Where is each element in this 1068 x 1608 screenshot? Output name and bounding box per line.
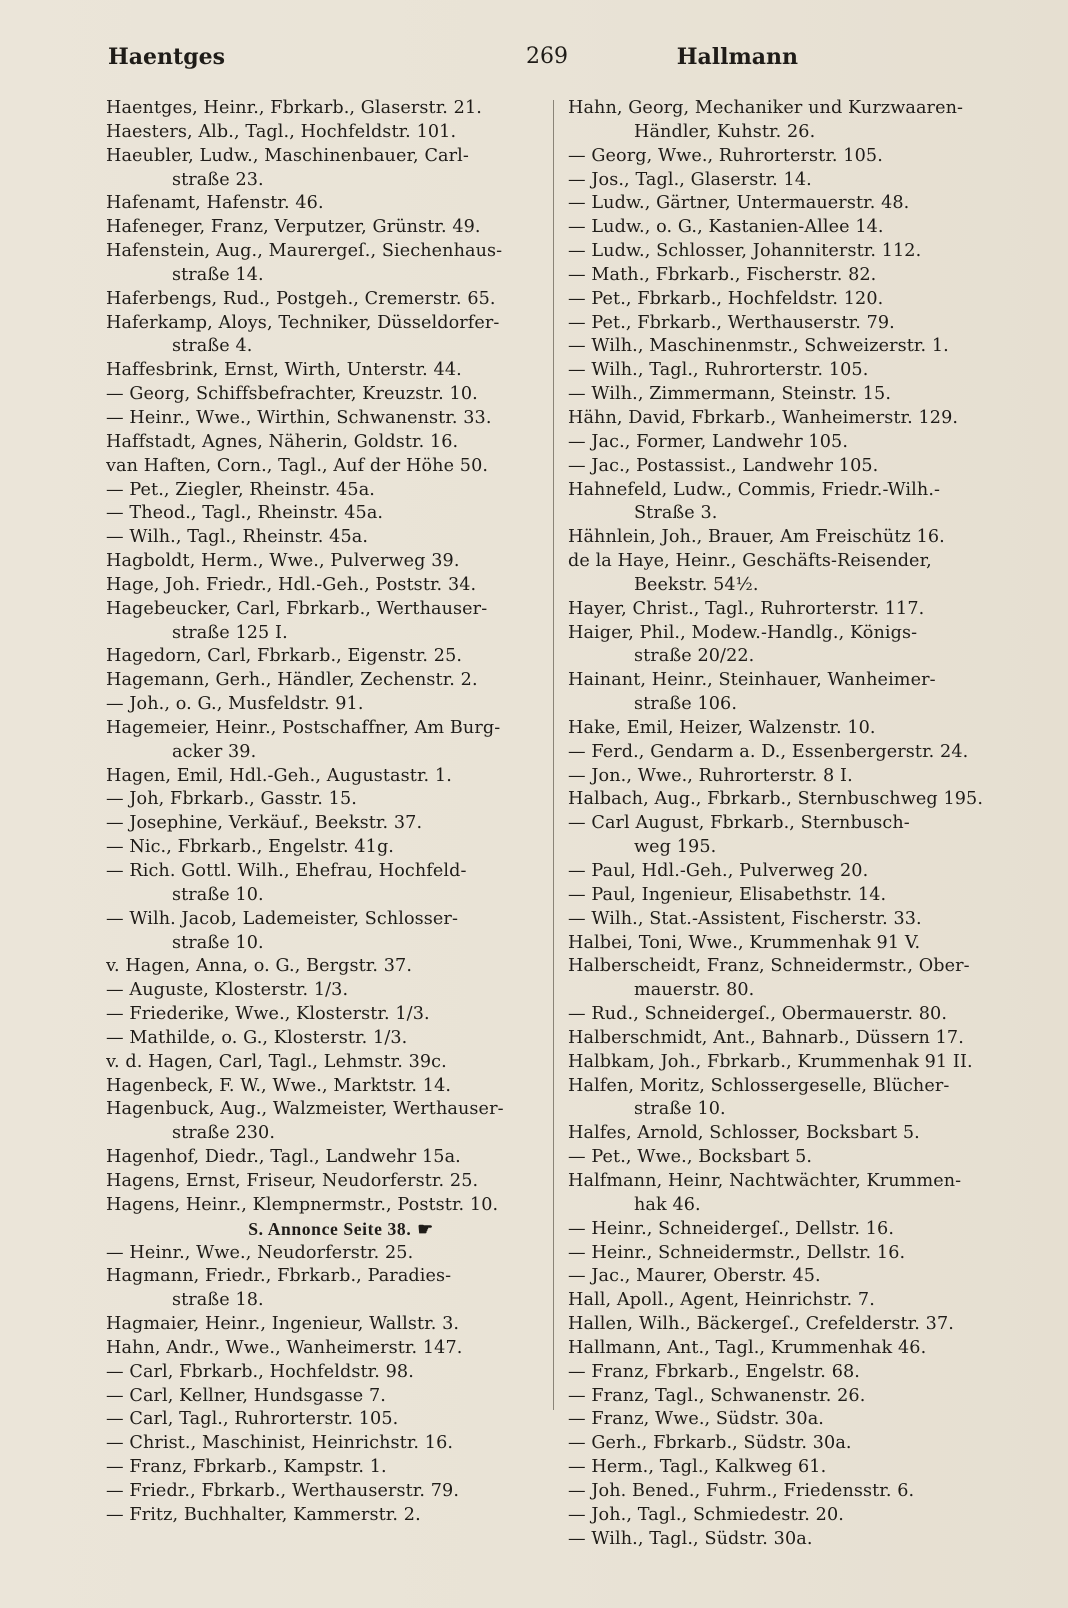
directory-entry-line [106, 192, 536, 216]
directory-entry-line [106, 407, 536, 431]
directory-entry-line [568, 1003, 1006, 1027]
directory-entry-line [568, 765, 1006, 789]
entry-text: Hagemeier, Heinr., Postschaffner, Am Burg- [106, 717, 501, 738]
directory-entry-line [106, 1194, 536, 1218]
entry-text: — Paul, Hdl.-Geh., Pulverweg 20. [568, 861, 869, 881]
page-number: 269 [526, 44, 568, 69]
entry-text: Haferbengs, Rud., Postgeh., Cremerstr. 65. [106, 288, 496, 309]
entry-text: — Christ., Maschinist, Heinrichstr. 16. [106, 1433, 454, 1454]
entry-text: — Carl, Fbrkarb., Hochfeldstr. 98. [106, 1361, 414, 1382]
entry-text: Haentges, Heinr., Fbrkarb., Glaserstr. 21. [106, 98, 482, 118]
entry-text: weg 195. [634, 837, 717, 858]
directory-entry-line [568, 598, 1006, 622]
directory-entry-line [106, 502, 536, 526]
entry-text: Haiger, Phil., Modew.-Handlg., Königs- [568, 622, 918, 643]
entry-text: Hainant, Heinr., Steinhauer, Wanheimer- [568, 670, 936, 691]
entry-text: Halbei, Toni, Wwe., Krummenhak 91 V. [568, 932, 921, 953]
directory-entry-line [106, 765, 536, 789]
entry-text: Hake, Emil, Heizer, Walzenstr. 10. [568, 717, 876, 738]
entry-text: Hafenamt, Hafenstr. 46. [106, 193, 324, 214]
directory-entry-line [568, 502, 1006, 526]
entry-text: Halfes, Arnold, Schlosser, Bocksbart 5. [568, 1123, 920, 1144]
entry-text: — Heinr., Schneidermstr., Dellstr. 16. [568, 1242, 906, 1263]
directory-entry-line [568, 1504, 1006, 1528]
directory-entry-line [106, 932, 536, 956]
entry-text: Hagen, Emil, Hdl.-Geh., Augustastr. 1. [106, 765, 452, 786]
entry-text: Haferkamp, Aloys, Techniker, Düsseldorfer- [106, 312, 500, 333]
directory-entry-line [106, 1122, 536, 1146]
entry-text: v. d. Hagen, Carl, Tagl., Lehmstr. 39c. [106, 1051, 447, 1072]
directory-entry-line [568, 1313, 1006, 1337]
directory-entry-line [106, 598, 536, 622]
directory-entry-line [568, 1361, 1006, 1385]
entry-text: acker 39. [172, 741, 257, 762]
directory-entry-line [106, 1098, 536, 1122]
directory-entry-line [568, 1337, 1006, 1361]
entry-text: — Auguste, Klosterstr. 1/3. [106, 980, 349, 1001]
directory-entry-line [106, 741, 536, 765]
entry-text: straße 10. [172, 932, 264, 953]
directory-entry-line [106, 1242, 536, 1266]
directory-entry-line [106, 908, 536, 932]
entry-text: S. Annonce Seite 38. [248, 1218, 412, 1239]
directory-entry-line [106, 1456, 536, 1480]
directory-entry-line [568, 1218, 1006, 1242]
entry-text: Hahn, Andr., Wwe., Wanheimerstr. 147. [106, 1337, 463, 1358]
entry-text: Haesters, Alb., Tagl., Hochfeldstr. 101. [106, 121, 457, 142]
entry-text: — Ludw., Gärtner, Untermauerstr. 48. [568, 193, 910, 214]
directory-entry-line [568, 383, 1006, 407]
entry-text: — Wilh. Jacob, Lademeister, Schlosser- [106, 908, 458, 929]
directory-entry-line [568, 407, 1006, 431]
entry-text: Hagemann, Gerh., Händler, Zechenstr. 2. [106, 670, 478, 691]
directory-entry-line [568, 288, 1006, 312]
entry-text: — Franz, Fbrkarb., Engelstr. 68. [568, 1361, 860, 1382]
entry-text: Hage, Joh. Friedr., Hdl.-Geh., Poststr. 34. [106, 574, 477, 595]
right-column [568, 97, 1006, 1551]
entry-text: — Pet., Fbrkarb., Hochfeldstr. 120. [568, 288, 884, 309]
directory-entry-line [568, 622, 1006, 646]
directory-entry-line [106, 359, 536, 383]
entry-text: straße 10. [634, 1099, 726, 1120]
entry-text: — Jac., Former, Landwehr 105. [568, 431, 849, 452]
left-column [106, 97, 536, 1528]
directory-entry-line [568, 574, 1006, 598]
entry-text: Hagens, Heinr., Klempnermstr., Poststr. 10. [106, 1194, 499, 1215]
directory-entry-line [568, 1432, 1006, 1456]
entry-text: — Heinr., Wwe., Wirthin, Schwanenstr. 33. [106, 407, 492, 428]
directory-entry-line [106, 574, 536, 598]
directory-entry-line [568, 645, 1006, 669]
directory-entry-line [568, 884, 1006, 908]
entry-text: Hagmaier, Heinr., Ingenieur, Wallstr. 3. [106, 1314, 460, 1335]
directory-entry-line [568, 979, 1006, 1003]
entry-text: Hagebeucker, Carl, Fbrkarb., Werthauser- [106, 598, 488, 619]
entry-text: Halbkam, Joh., Fbrkarb., Krummenhak 91 II. [568, 1051, 973, 1072]
entry-text: v. Hagen, Anna, o. G., Bergstr. 37. [106, 956, 413, 977]
directory-entry-line [106, 860, 536, 884]
entry-text: van Haften, Corn., Tagl., Auf der Höhe 50. [106, 455, 489, 476]
entry-text: — Pet., Wwe., Bocksbart 5. [568, 1147, 813, 1168]
directory-entry-line [106, 1146, 536, 1170]
entry-text: mauerstr. 80. [634, 980, 755, 1001]
entry-text: straße 18. [172, 1290, 264, 1311]
directory-entry-line [106, 97, 536, 121]
entry-text: — Heinr., Wwe., Neudorferstr. 25. [106, 1242, 414, 1263]
directory-entry-line [106, 693, 536, 717]
entry-text: Hagens, Ernst, Friseur, Neudorferstr. 25. [106, 1170, 479, 1191]
column-divider [553, 100, 554, 1410]
directory-entry-line [106, 1003, 536, 1027]
entry-text: — Joh, Fbrkarb., Gasstr. 15. [106, 789, 357, 810]
entry-text: — Paul, Ingenieur, Elisabethstr. 14. [568, 884, 887, 905]
directory-entry-line [568, 216, 1006, 240]
directory-entry-line [568, 1265, 1006, 1289]
directory-entry-line [568, 1480, 1006, 1504]
entry-text: Händler, Kuhstr. 26. [634, 121, 816, 142]
entry-text: Halberscheidt, Franz, Schneidermstr., Ober- [568, 956, 970, 977]
entry-text: Hafeneger, Franz, Verputzer, Grünstr. 49. [106, 217, 481, 238]
directory-entry-line [106, 812, 536, 836]
directory-entry-line [568, 264, 1006, 288]
entry-text: Halberschmidt, Ant., Bahnarb., Düssern 17. [568, 1027, 964, 1048]
directory-entry-line [568, 717, 1006, 741]
entry-text: Haeubler, Ludw., Maschinenbauer, Carl- [106, 145, 469, 166]
entry-text: Hafenstein, Aug., Maurergeſ., Siechenhaus- [106, 241, 503, 262]
entry-text: — Friedr., Fbrkarb., Werthauserstr. 79. [106, 1480, 460, 1501]
directory-entry-line [106, 1170, 536, 1194]
directory-entry-line [106, 145, 536, 169]
directory-entry-line [568, 836, 1006, 860]
entry-text: straße 125 I. [172, 622, 288, 643]
directory-entry-line [106, 836, 536, 860]
entry-text: Haffesbrink, Ernst, Wirth, Unterstr. 44. [106, 360, 462, 381]
directory-entry-line [568, 526, 1006, 550]
directory-entry-line [106, 169, 536, 193]
entry-text: Hall, Apoll., Agent, Heinrichstr. 7. [568, 1290, 875, 1311]
directory-entry-line [568, 1528, 1006, 1552]
directory-entry-line [106, 526, 536, 550]
directory-entry-line [106, 1361, 536, 1385]
entry-text: — Carl, Tagl., Ruhrorterstr. 105. [106, 1409, 399, 1430]
entry-text: — Pet., Fbrkarb., Werthauserstr. 79. [568, 312, 895, 333]
entry-text: — Joh. Bened., Fuhrm., Friedensstr. 6. [568, 1480, 915, 1501]
directory-entry-line [568, 1170, 1006, 1194]
directory-entry-line [568, 669, 1006, 693]
entry-text: — Gerh., Fbrkarb., Südstr. 30a. [568, 1433, 852, 1454]
directory-entry-line [568, 908, 1006, 932]
directory-entry-line [106, 979, 536, 1003]
directory-entry-line [106, 335, 536, 359]
entry-text: — Franz, Tagl., Schwanenstr. 26. [568, 1385, 866, 1406]
directory-entry-line [568, 788, 1006, 812]
directory-entry-line [568, 455, 1006, 479]
directory-entry-line [568, 312, 1006, 336]
entry-text: straße 20/22. [634, 646, 755, 667]
entry-text: — Ferd., Gendarm a. D., Essenbergerstr. 24. [568, 741, 969, 762]
entry-text: — Jac., Maurer, Oberstr. 45. [568, 1266, 821, 1287]
directory-entry-line [568, 1051, 1006, 1075]
directory-entry-line [106, 884, 536, 908]
entry-text: hak 46. [634, 1194, 701, 1215]
directory-entry-line [568, 1146, 1006, 1170]
directory-entry-line [106, 1027, 536, 1051]
entry-text: — Josephine, Verkäuf., Beekstr. 37. [106, 813, 423, 834]
directory-entry-line [106, 240, 536, 264]
header-first-entry: Haentges [108, 44, 225, 70]
entry-text: straße 23. [172, 169, 264, 190]
entry-text: — Mathilde, o. G., Klosterstr. 1/3. [106, 1027, 408, 1048]
directory-entry-line [568, 145, 1006, 169]
entry-text: — Wilh., Stat.-Assistent, Fischerstr. 33. [568, 908, 922, 929]
directory-entry-line [568, 693, 1006, 717]
directory-entry-line [106, 479, 536, 503]
entry-text: Halbach, Aug., Fbrkarb., Sternbuschweg 195. [568, 789, 984, 810]
directory-entry-line [568, 932, 1006, 956]
directory-entry-line [106, 431, 536, 455]
directory-entry-line [568, 860, 1006, 884]
entry-text: — Wilh., Tagl., Rheinstr. 45a. [106, 527, 369, 548]
entry-text: — Georg, Wwe., Ruhrorterstr. 105. [568, 145, 883, 166]
directory-entry-line [568, 1289, 1006, 1313]
directory-entry-line [568, 1242, 1006, 1266]
entry-text: Beekstr. 54½. [634, 574, 759, 595]
directory-entry-line [106, 288, 536, 312]
entry-text: — Jos., Tagl., Glaserstr. 14. [568, 169, 812, 190]
directory-entry-line [106, 264, 536, 288]
directory-entry-line [106, 1408, 536, 1432]
entry-text: — Jon., Wwe., Ruhrorterstr. 8 I. [568, 765, 853, 786]
directory-entry-line [106, 955, 536, 979]
directory-entry-line [568, 479, 1006, 503]
entry-text: — Georg, Schiffsbefrachter, Kreuzstr. 10. [106, 384, 478, 405]
entry-text: — Carl, Kellner, Hundsgasse 7. [106, 1385, 386, 1406]
entry-text: — Fritz, Buchhalter, Kammerstr. 2. [106, 1504, 421, 1525]
header-last-entry: Hallmann [676, 44, 798, 70]
entry-text: de la Haye, Heinr., Geschäfts-Reisender, [568, 551, 932, 572]
directory-entry-line [568, 1194, 1006, 1218]
directory-entry-line [106, 1051, 536, 1075]
directory-entry-line [106, 645, 536, 669]
entry-text: Hagmann, Friedr., Fbrkarb., Paradies- [106, 1266, 452, 1287]
running-header [108, 44, 798, 78]
entry-text: — Herm., Tagl., Kalkweg 61. [568, 1457, 827, 1478]
directory-entry-line [568, 359, 1006, 383]
entry-text: — Rud., Schneidergeſ., Obermauerstr. 80. [568, 1004, 948, 1025]
entry-text: straße 10. [172, 884, 264, 905]
directory-entry-line [568, 192, 1006, 216]
directory-entry-line [106, 1075, 536, 1099]
directory-entry-line [568, 1408, 1006, 1432]
entry-text: Hahn, Georg, Mechaniker und Kurzwaaren- [568, 98, 964, 118]
directory-entry-line [568, 121, 1006, 145]
directory-entry-line [568, 1098, 1006, 1122]
entry-text: straße 4. [172, 336, 253, 357]
entry-text: Hagedorn, Carl, Fbrkarb., Eigenstr. 25. [106, 646, 463, 667]
entry-text: Hähnlein, Joh., Brauer, Am Freischütz 16. [568, 527, 945, 548]
directory-entry-line [568, 1027, 1006, 1051]
directory-entry-line [106, 312, 536, 336]
entry-text: — Joh., o. G., Musfeldstr. 91. [106, 694, 364, 715]
directory-entry-line [106, 1337, 536, 1361]
entry-text: Halfen, Moritz, Schlossergeselle, Blücher- [568, 1075, 950, 1096]
entry-text: — Ludw., o. G., Kastanien-Allee 14. [568, 217, 884, 238]
entry-text: — Math., Fbrkarb., Fischerstr. 82. [568, 264, 877, 285]
entry-text: Hagenbuck, Aug., Walzmeister, Werthauser- [106, 1099, 504, 1120]
directory-entry-line [106, 1289, 536, 1313]
entry-text: Hagenbeck, F. W., Wwe., Marktstr. 14. [106, 1075, 452, 1096]
directory-entry-line [568, 955, 1006, 979]
directory-entry-line [106, 550, 536, 574]
entry-text: — Franz, Wwe., Südstr. 30a. [568, 1409, 824, 1430]
directory-entry-line [106, 1432, 536, 1456]
entry-text: — Wilh., Zimmermann, Steinstr. 15. [568, 384, 892, 405]
entry-text: — Heinr., Schneidergeſ., Dellstr. 16. [568, 1218, 895, 1239]
directory-entry-line [106, 1504, 536, 1528]
directory-entry-line [106, 669, 536, 693]
entry-text: straße 14. [172, 264, 264, 285]
advertisement-notice [106, 1218, 536, 1242]
directory-entry-line [106, 1313, 536, 1337]
directory-entry-line [568, 335, 1006, 359]
entry-text: — Franz, Fbrkarb., Kampstr. 1. [106, 1457, 387, 1478]
entry-text: Straße 3. [634, 503, 718, 524]
directory-entry-line [106, 1265, 536, 1289]
entry-text: — Friederike, Wwe., Klosterstr. 1/3. [106, 1004, 430, 1025]
directory-entry-line [568, 97, 1006, 121]
directory-entry-line [568, 741, 1006, 765]
entry-text: Haffstadt, Agnes, Näherin, Goldstr. 16. [106, 431, 459, 452]
entry-text: — Jac., Postassist., Landwehr 105. [568, 455, 879, 476]
entry-text: — Wilh., Tagl., Ruhrorterstr. 105. [568, 360, 869, 381]
entry-text: — Joh., Tagl., Schmiedestr. 20. [568, 1504, 844, 1525]
directory-entry-line [568, 431, 1006, 455]
directory-entry-line [568, 1122, 1006, 1146]
entry-text: — Nic., Fbrkarb., Engelstr. 41g. [106, 837, 394, 858]
entry-text: Hagboldt, Herm., Wwe., Pulverweg 39. [106, 551, 460, 572]
entry-text: — Rich. Gottl. Wilh., Ehefrau, Hochfeld- [106, 861, 467, 881]
directory-entry-line [568, 1075, 1006, 1099]
directory-entry-line [106, 121, 536, 145]
directory-entry-line [106, 622, 536, 646]
entry-text: — Wilh., Maschinenmstr., Schweizerstr. 1. [568, 336, 949, 357]
directory-entry-line [106, 1385, 536, 1409]
directory-entry-line [106, 216, 536, 240]
entry-text: — Ludw., Schlosser, Johanniterstr. 112. [568, 241, 922, 262]
directory-entry-line [106, 383, 536, 407]
directory-entry-line [568, 550, 1006, 574]
entry-text: Hayer, Christ., Tagl., Ruhrorterstr. 117. [568, 598, 925, 619]
entry-text: Hahnefeld, Ludw., Commis, Friedr.-Wilh.- [568, 479, 941, 500]
entry-text: straße 230. [172, 1123, 276, 1144]
directory-entry-line [106, 1480, 536, 1504]
entry-text: Halfmann, Heinr, Nachtwächter, Krummen- [568, 1170, 962, 1191]
directory-entry-line [106, 717, 536, 741]
directory-entry-line [568, 1456, 1006, 1480]
entry-text: — Carl August, Fbrkarb., Sternbusch- [568, 813, 910, 834]
directory-entry-line [568, 812, 1006, 836]
entry-text: Hallen, Wilh., Bäckergeſ., Crefelderstr. 37. [568, 1314, 954, 1335]
entry-text: — Wilh., Tagl., Südstr. 30a. [568, 1528, 813, 1549]
entry-text: — Theod., Tagl., Rheinstr. 45a. [106, 503, 384, 524]
directory-entry-line [568, 1385, 1006, 1409]
directory-entry-line [106, 455, 536, 479]
entry-text: Hagenhof, Diedr., Tagl., Landwehr 15a. [106, 1147, 461, 1168]
directory-entry-line [568, 240, 1006, 264]
entry-text: Hähn, David, Fbrkarb., Wanheimerstr. 129. [568, 407, 959, 428]
pointing-hand-icon: ☛ [417, 1218, 434, 1239]
directory-entry-line [106, 788, 536, 812]
entry-text: straße 106. [634, 694, 738, 715]
entry-text: Hallmann, Ant., Tagl., Krummenhak 46. [568, 1337, 927, 1358]
directory-entry-line [568, 169, 1006, 193]
entry-text: — Pet., Ziegler, Rheinstr. 45a. [106, 479, 375, 500]
